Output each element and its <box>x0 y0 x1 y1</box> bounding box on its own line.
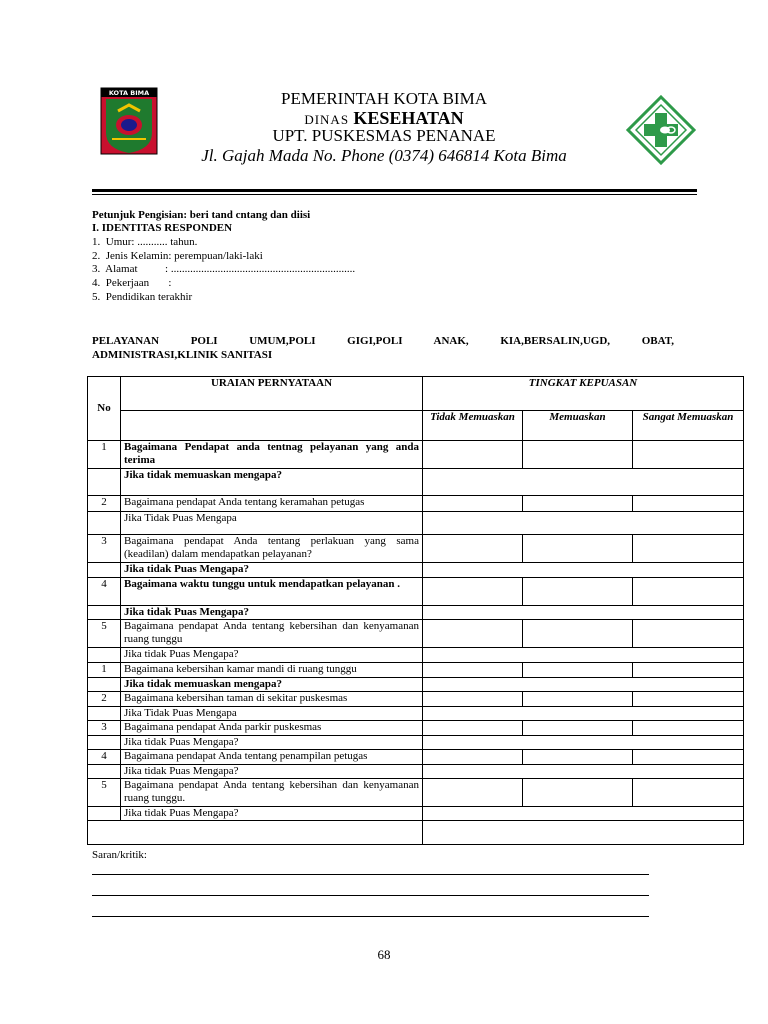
check-cell-memuaskan[interactable] <box>523 692 633 707</box>
table-row-followup <box>88 707 744 721</box>
check-cell-sangat-memuaskan[interactable] <box>633 721 744 736</box>
govt-title: PEMERINTAH KOTA BIMA <box>280 89 487 108</box>
row-question: Bagaimana kebersihan taman di sekitar puskesmas <box>121 692 423 707</box>
followup-answer-cell[interactable] <box>423 606 744 620</box>
col-tidak-memuaskan: Tidak Memuaskan <box>423 411 523 441</box>
check-cell-memuaskan[interactable] <box>523 721 633 736</box>
row-number: 2 <box>88 496 121 512</box>
followup-answer-cell[interactable] <box>423 707 744 721</box>
row-followup: Jika tidak Puas Mengapa? <box>121 563 423 578</box>
saran-line[interactable] <box>92 916 649 917</box>
check-cell-tidak-memuaskan[interactable] <box>423 692 523 707</box>
row-question: Bagaimana pendapat Anda tentang perlakuan yang sama (keadilan) dalam mendapatkan pelayanan? <box>121 535 423 563</box>
table-row-followup <box>88 606 744 620</box>
saran-line[interactable] <box>92 874 649 875</box>
row-followup: Jika tidak Puas Mengapa? <box>121 648 423 663</box>
col-tingkat-header: TINGKAT KEPUASAN <box>423 377 744 411</box>
row-number: 4 <box>88 578 121 606</box>
row-number: 1 <box>88 663 121 678</box>
followup-answer-cell[interactable] <box>423 807 744 821</box>
followup-answer-cell[interactable] <box>423 563 744 578</box>
row-number-blank <box>88 469 121 496</box>
table-row-followup <box>88 648 744 663</box>
followup-answer-cell[interactable] <box>423 678 744 692</box>
col-no-header: No <box>88 377 121 441</box>
check-cell-sangat-memuaskan[interactable] <box>633 750 744 765</box>
table-row-followup <box>88 469 744 496</box>
check-cell-sangat-memuaskan[interactable] <box>633 441 744 469</box>
followup-answer-cell[interactable] <box>423 736 744 750</box>
table-row-followup <box>88 736 744 750</box>
row-followup: Jika tidak memuaskan mengapa? <box>121 678 423 692</box>
table-row <box>88 721 744 736</box>
puskesmas-title: UPT. PUSKESMAS PENANAE <box>272 126 496 145</box>
col-memuaskan: Memuaskan <box>523 411 633 441</box>
check-cell-memuaskan[interactable] <box>523 578 633 606</box>
row-question: Bagaimana pendapat Anda tentang kebersihan dan kenyamanan ruang tunggu <box>121 620 423 648</box>
uraian-spacer <box>121 411 423 441</box>
header-rule-thin <box>92 194 697 195</box>
check-cell-memuaskan[interactable] <box>523 620 633 648</box>
row-number: 5 <box>88 779 121 807</box>
services-heading <box>92 334 674 362</box>
row-number: 3 <box>88 721 121 736</box>
table-row-followup <box>88 678 744 692</box>
kesehatan-word: KESEHATAN <box>353 108 464 128</box>
row-number-blank <box>88 606 121 620</box>
row-followup: Jika Tidak Puas Mengapa <box>121 707 423 721</box>
row-number: 2 <box>88 692 121 707</box>
table-row-followup <box>88 807 744 821</box>
followup-answer-cell[interactable] <box>423 469 744 496</box>
check-cell-memuaskan[interactable] <box>523 779 633 807</box>
check-cell-sangat-memuaskan[interactable] <box>633 692 744 707</box>
instructions-title: Petunjuk Pengisian: beri tand cntang dan diisi <box>92 209 311 221</box>
followup-answer-cell[interactable] <box>423 648 744 663</box>
saran-line[interactable] <box>92 895 649 896</box>
check-cell-sangat-memuaskan[interactable] <box>633 496 744 512</box>
check-cell-sangat-memuaskan[interactable] <box>633 535 744 563</box>
table-row-followup <box>88 563 744 578</box>
row-followup: Jika tidak Puas Mengapa? <box>121 807 423 821</box>
row-question: Bagaimana Pendapat anda tentnag pelayanan yang anda terima <box>121 441 423 469</box>
check-cell-sangat-memuaskan[interactable] <box>633 663 744 678</box>
check-cell-memuaskan[interactable] <box>523 535 633 563</box>
col-sangat-memuaskan: Sangat Memuaskan <box>633 411 744 441</box>
row-question: Bagaimana pendapat Anda tentang keramahan petugas <box>121 496 423 512</box>
table-row <box>88 750 744 765</box>
identity-item: 3. Alamat : ................................................................... <box>92 263 356 275</box>
row-number: 5 <box>88 620 121 648</box>
check-cell-tidak-memuaskan[interactable] <box>423 620 523 648</box>
check-cell-tidak-memuaskan[interactable] <box>423 663 523 678</box>
check-cell-tidak-memuaskan[interactable] <box>423 721 523 736</box>
survey-body <box>88 441 744 821</box>
check-cell-memuaskan[interactable] <box>523 441 633 469</box>
table-row <box>88 620 744 648</box>
row-followup: Jika Tidak Puas Mengapa <box>121 512 423 535</box>
check-cell-sangat-memuaskan[interactable] <box>633 779 744 807</box>
table-row <box>88 578 744 606</box>
row-question: Bagaimana pendapat Anda parkir puskesmas <box>121 721 423 736</box>
check-cell-sangat-memuaskan[interactable] <box>633 620 744 648</box>
row-number-blank <box>88 678 121 692</box>
row-followup: Jika tidak Puas Mengapa? <box>121 765 423 779</box>
row-number-blank <box>88 512 121 535</box>
row-followup: Jika tidak Puas Mengapa? <box>121 736 423 750</box>
row-question: Bagaimana pendapat Anda tentang penampilan petugas <box>121 750 423 765</box>
address-line: Jl. Gajah Mada No. Phone (0374) 646814 Kota Bima <box>201 146 567 165</box>
identity-item: 4. Pekerjaan : <box>92 277 172 289</box>
followup-answer-cell[interactable] <box>423 512 744 535</box>
followup-answer-cell[interactable] <box>423 765 744 779</box>
row-number-blank <box>88 648 121 663</box>
check-cell-tidak-memuaskan[interactable] <box>423 441 523 469</box>
check-cell-tidak-memuaskan[interactable] <box>423 750 523 765</box>
col-uraian-header: URAIAN PERNYATAAN <box>121 377 423 411</box>
row-number-blank <box>88 765 121 779</box>
row-number-blank <box>88 707 121 721</box>
services-line-1: PELAYANAN POLI UMUM,POLI GIGI,POLI ANAK, KIA,BERSALIN,UGD, OBAT, <box>92 335 674 347</box>
check-cell-tidak-memuaskan[interactable] <box>423 535 523 563</box>
check-cell-sangat-memuaskan[interactable] <box>633 578 744 606</box>
header-rule-thick <box>92 189 697 192</box>
row-number: 3 <box>88 535 121 563</box>
identity-item: 5. Pendidikan terakhir <box>92 291 193 303</box>
table-row <box>88 535 744 563</box>
dinas-word: DINAS <box>304 112 350 127</box>
table-row <box>88 496 744 512</box>
row-question: Bagaimana pendapat Anda tentang kebersihan dan kenyamanan ruang tunggu. <box>121 779 423 807</box>
row-number-blank <box>88 807 121 821</box>
table-row <box>88 779 744 807</box>
row-question: Bagaimana waktu tunggu untuk mendapatkan pelayanan . <box>121 578 423 606</box>
table-row <box>88 663 744 678</box>
row-followup: Jika tidak memuaskan mengapa? <box>121 469 423 496</box>
footer-blank-left <box>88 821 423 845</box>
row-number-blank <box>88 736 121 750</box>
identity-item: 1. Umur: ........... tahun. <box>92 236 198 248</box>
check-cell-memuaskan[interactable] <box>523 750 633 765</box>
satisfaction-table <box>87 376 744 845</box>
table-row-followup <box>88 512 744 535</box>
table-row-followup <box>88 765 744 779</box>
row-followup: Jika tidak Puas Mengapa? <box>121 606 423 620</box>
check-cell-tidak-memuaskan[interactable] <box>423 779 523 807</box>
row-number-blank <box>88 563 121 578</box>
table-row <box>88 692 744 707</box>
row-question: Bagaimana kebersihan kamar mandi di ruang tunggu <box>121 663 423 678</box>
footer-blank-right <box>423 821 744 845</box>
check-cell-memuaskan[interactable] <box>523 663 633 678</box>
page-number: 68 <box>377 947 391 962</box>
row-number: 4 <box>88 750 121 765</box>
services-line-2: ADMINISTRASI,KLINIK SANITASI <box>92 349 273 361</box>
check-cell-tidak-memuaskan[interactable] <box>423 578 523 606</box>
section-identitas: I. IDENTITAS RESPONDEN <box>92 222 233 234</box>
identity-item: 2. Jenis Kelamin: perempuan/laki-laki <box>92 250 263 262</box>
saran-label: Saran/kritik: <box>92 849 147 861</box>
row-number: 1 <box>88 441 121 469</box>
check-cell-tidak-memuaskan[interactable] <box>423 496 523 512</box>
table-row <box>88 441 744 469</box>
check-cell-memuaskan[interactable] <box>523 496 633 512</box>
emblem-text: KOTA BIMA <box>108 89 150 97</box>
